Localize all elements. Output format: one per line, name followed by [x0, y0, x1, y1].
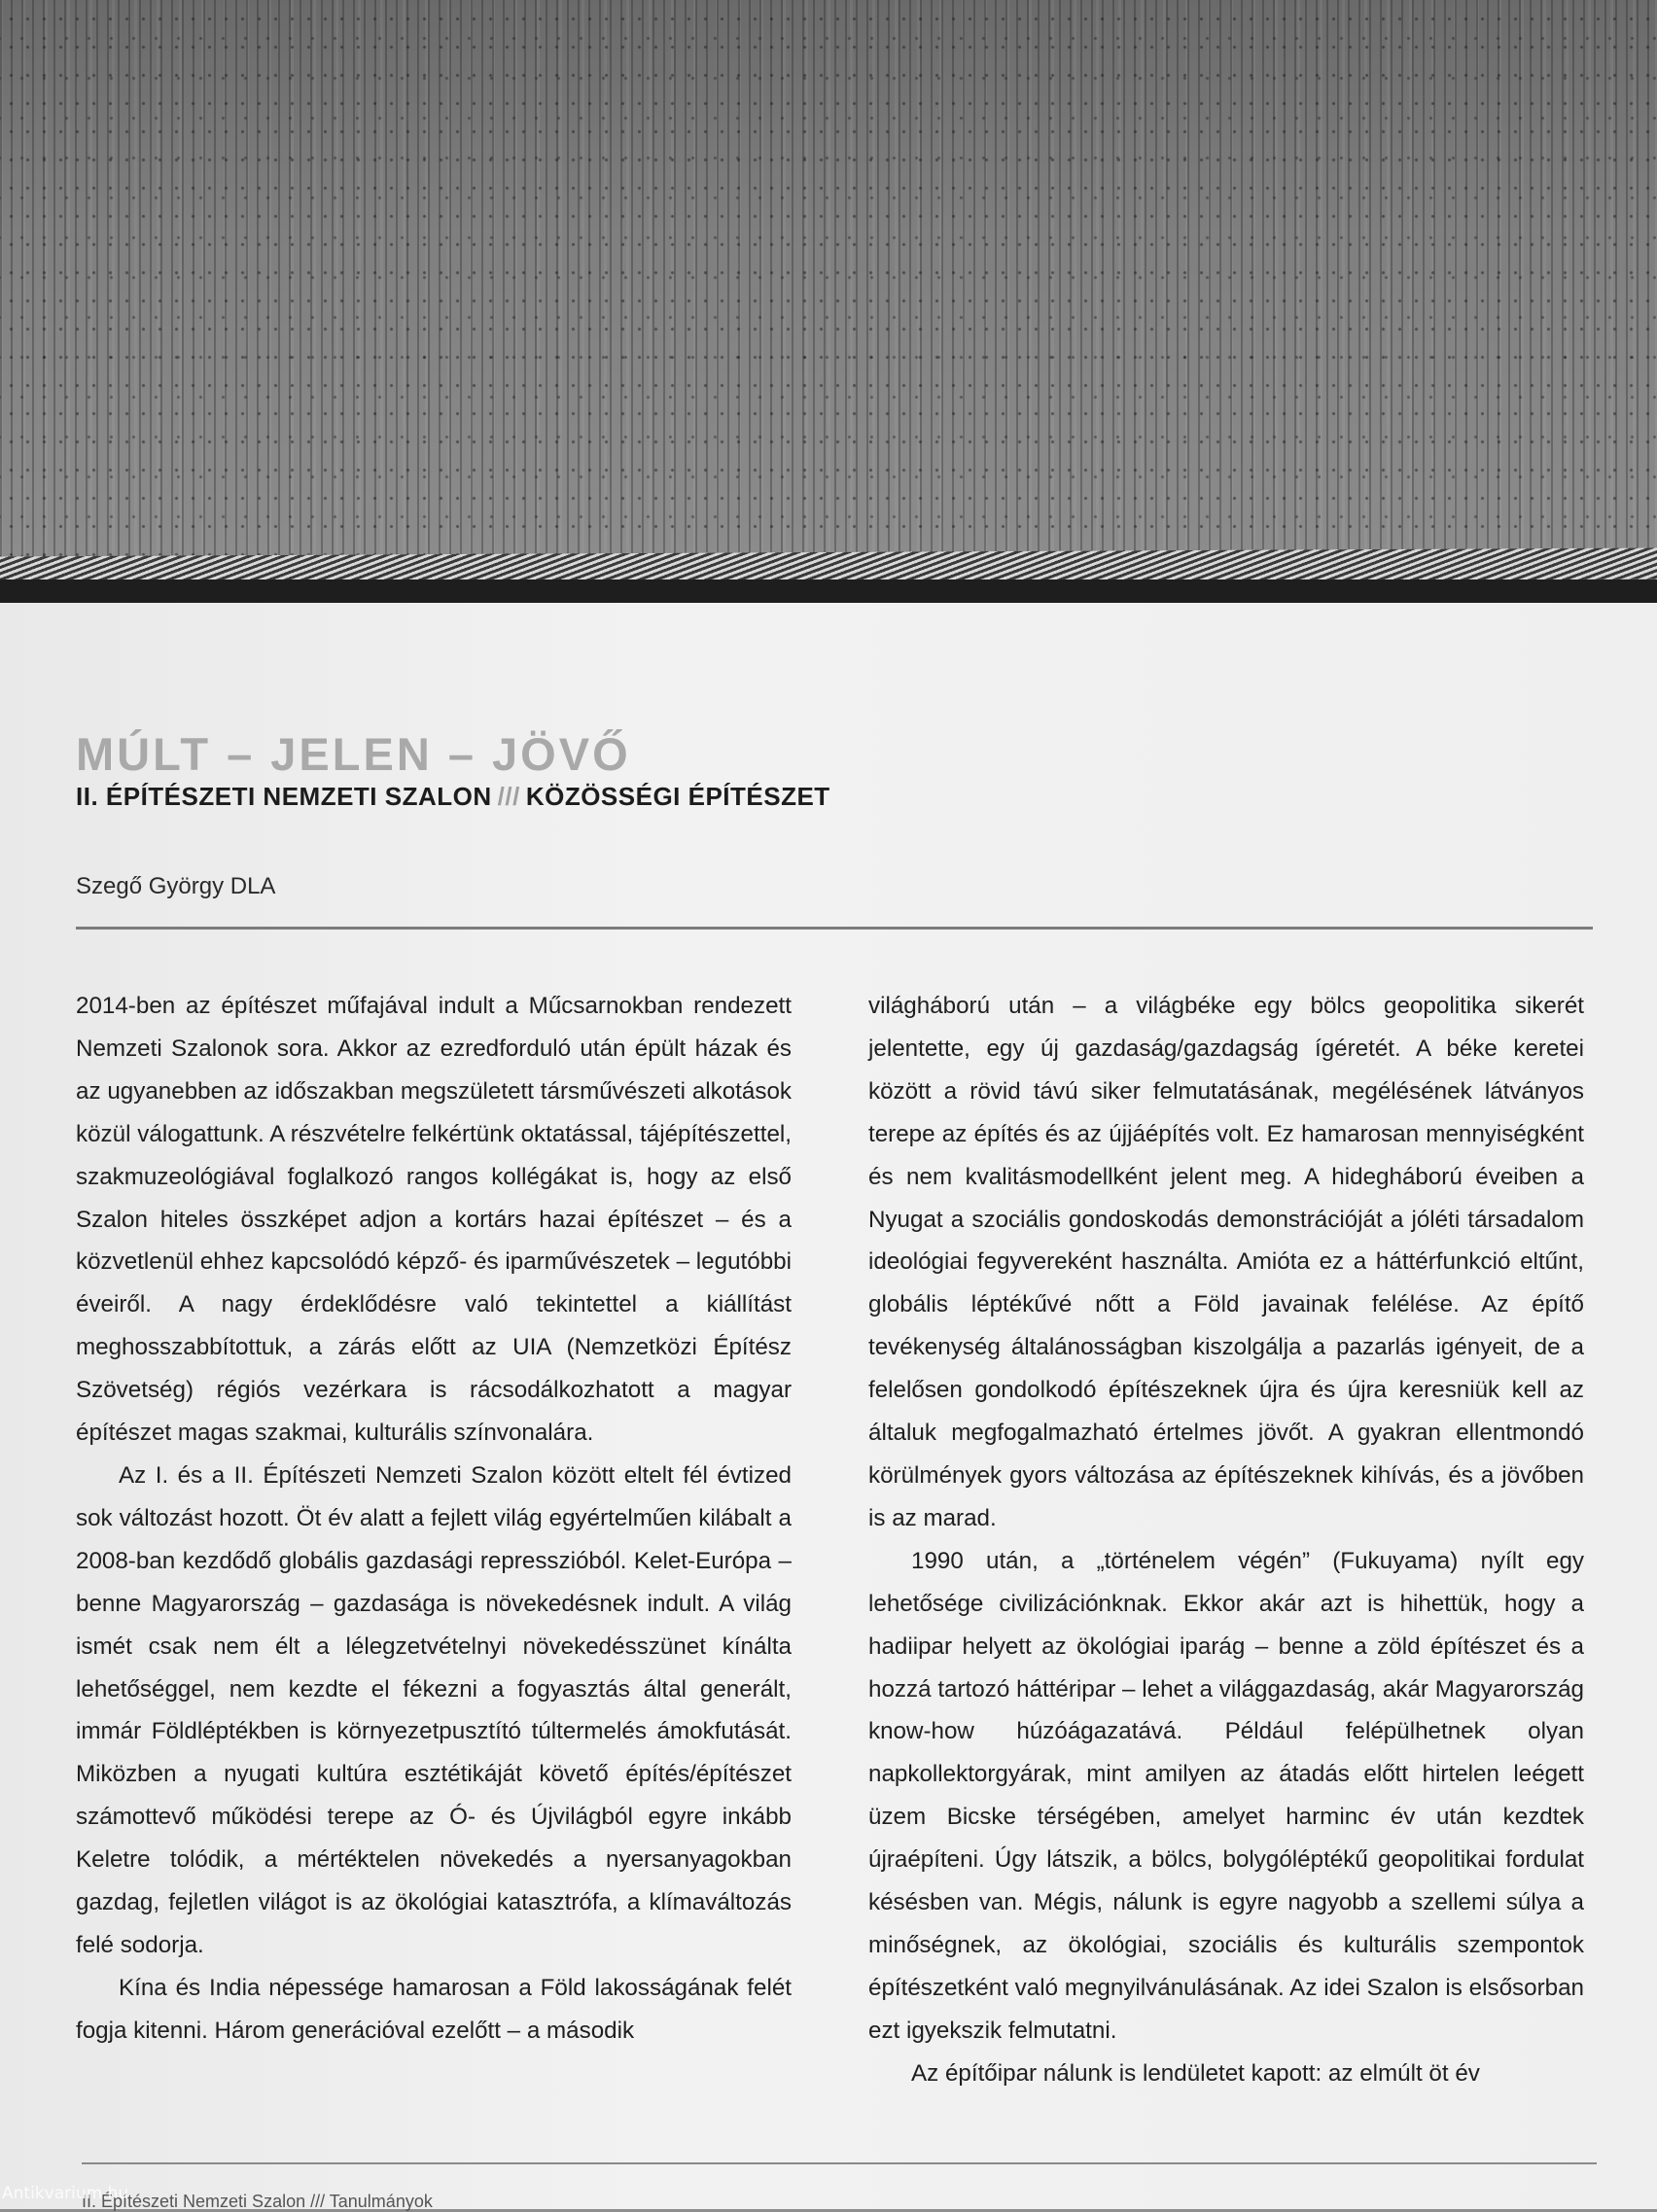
- paragraph: Az építőipar nálunk is lendületet kapott: az elmúlt öt év: [911, 2059, 1480, 2087]
- background-texture: [0, 0, 1657, 583]
- subtitle-separator: ///: [497, 782, 520, 811]
- text-column-left: [76, 985, 792, 2053]
- subtitle-main: II. ÉPÍTÉSZETI NEMZETI SZALON: [76, 782, 492, 811]
- watermark: Antikvarium.hu: [2, 2184, 129, 2203]
- header-divider: [76, 927, 1593, 930]
- paragraph: Kína és India népessége hamarosan a Föld lakosságának felét fogja kitenni. Három generációval ezelőtt – a második: [76, 1974, 792, 2044]
- paragraph: Az I. és a II. Építészeti Nemzeti Szalon között eltelt fél évtized sok változást hozott. Öt év alatt a fejlett világ egyértelműen kilábalt a 2008-ban kezdődő globális gazdasági represszióból. Kelet-Európa – benne Magyarország – gazdasága is növekedésnek indult. A világ ismét csak nem élt a lélegzetvételnyi növekedésszünet kínálta lehetőséggel, nem kezdte el fékezni a fogyasztás által generált, immár Földléptékben is környezetpusztító túltermelés ámokfutását. Miközben a nyugati kultúra esztétikáját követő építés/építészet számottevő működési terepe az Ó- és Újvilágból egyre inkább Keletre tolódik, a mértéktelen növekedés a nyersanyagokban gazdag, fejletlen világot is az ökológiai katasztrófa, a klímaváltozás felé sodorja.: [76, 1461, 792, 1958]
- page-subtitle: [76, 782, 830, 812]
- running-footer: II. Építészeti Nemzeti Szalon /// Tanulmányok: [82, 2192, 433, 2211]
- paragraph: világháború után – a világbéke egy bölcs geopolitika sikerét jelentette, egy új gazdaság/gazdagság ígéretét. A béke keretei között a rövid távú siker felmutatásának, megélésének látványos terepe az építés és az újjáépítés volt. Ez hamarosan mennyiségként és nem kvalitásmodellként jelent meg. A hidegháború éveiben a Nyugat a szociális gondoskodás demonstrációját a jóléti társadalom ideológiai fegyvereként használta. Amióta ez a háttérfunkció eltűnt, globális léptékűvé nőtt a Föld javainak felélése. Az építő tevékenység általánosságban kiszolgálja a pazarlás igényeit, de a felelősen gondolkodó építészeknek újra és újra keresniük kell az általuk megfogalmazható értelmes jövőt. A gyakran ellentmondó körülmények gyors változása az építészeknek kihívás, és a jövőben is az marad.: [868, 993, 1584, 1531]
- subtitle-topic: KÖZÖSSÉGI ÉPÍTÉSZET: [525, 782, 830, 811]
- book-page: [0, 603, 1657, 2209]
- page-title: MÚLT – JELEN – JÖVŐ: [76, 728, 631, 780]
- text-column-right: [868, 985, 1584, 2095]
- footer-divider: [82, 2162, 1597, 2164]
- paragraph: 2014-ben az építészet műfajával indult a Műcsarnokban rendezett Nemzeti Szalonok sora. Akkor az ezredforduló után épült házak és az ugyanebben az időszakban megszületett társművészeti alkotások közül válogattunk. A részvételre felkértünk oktatással, tájépítészettel, szakmuzeológiával foglalkozó rangos kollégákat is, hogy az első Szalon hiteles összképet adjon a kortárs hazai építészet – és a közvetlenül ehhez kapcsolódó képző- és iparművészetek – legutóbbi éveiről. A nagy érdeklődésre való tekintettel a kiállítást meghosszabbítottuk, a zárás előtt az UIA (Nemzetközi Építész Szövetség) régiós vezérkara is rácsodálkozhatott a magyar építészet magas szakmai, kulturális színvonalára.: [76, 993, 792, 1447]
- author-name: Szegő György DLA: [76, 873, 276, 899]
- paragraph: 1990 után, a „történelem végén” (Fukuyama) nyílt egy lehetősége civilizációnknak. Ekkor akár azt is hihettük, hogy a hadiipar helyett az ökológiai iparág – benne a zöld építészet és a hozzá tartozó háttéripar – lehet a világgazdaság, akár Magyarország know-how húzóágazatává. Például felépülhetnek olyan napkollektorgyárak, mint amilyen az átadás előtt hirtelen leégett üzem Bicske térségében, amelyet harminc év után kezdtek újraépíteni. Úgy látszik, a bölcs, bolygóléptékű geopolitikai fordulat késésben van. Mégis, nálunk is egyre nagyobb a szellemi súlya a minőségnek, az ökológiai, szociális és kulturális szempontok építészetként való megnyilvánulásának. Az idei Szalon is elsősorban ezt igyekszik felmutatni.: [868, 1547, 1584, 2044]
